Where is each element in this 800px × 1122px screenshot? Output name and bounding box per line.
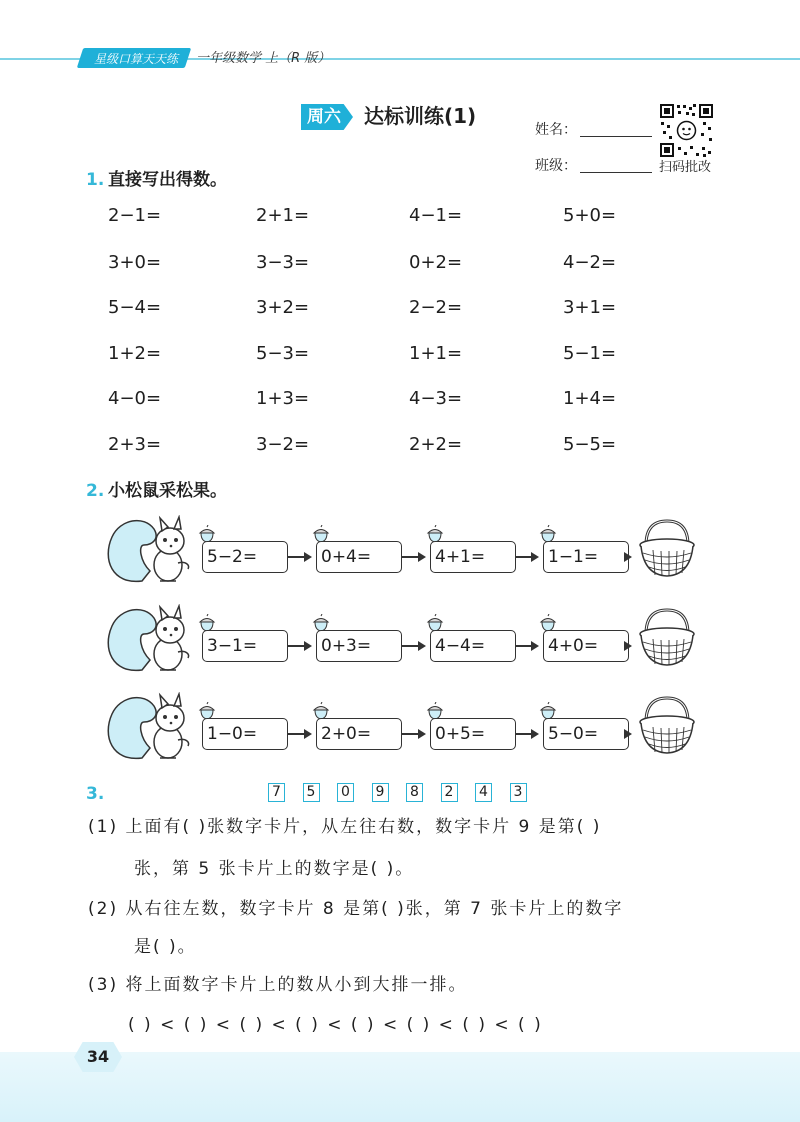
arrow-line [402,645,419,647]
calc-item: 5−1= [563,343,617,364]
number-card: 7 [268,783,285,802]
arrow-line [516,733,532,735]
arrow-right-icon [624,729,632,739]
calc-item: 3−2= [256,434,310,455]
acorn-problem-box[interactable]: 5−0= [543,718,629,750]
section1-number: 1. [86,170,105,190]
q2-line1: (2) 从右往左数，数字卡片 8 是第( )张，第 7 张卡片上的数字 [88,899,624,919]
section1-title: 直接写出得数。 [108,170,227,190]
acorn-problem-box[interactable]: 2+0= [316,718,402,750]
arrow-right-icon [304,552,312,562]
calc-item: 3+2= [256,297,310,318]
calc-item: 4−3= [409,388,463,409]
class-field[interactable] [580,172,652,173]
number-card: 8 [406,783,423,802]
number-card: 5 [303,783,320,802]
arrow-right-icon [418,552,426,562]
number-card: 9 [372,783,389,802]
arrow-right-icon [624,641,632,651]
q1-line1: (1) 上面有( )张数字卡片，从左往右数，数字卡片 9 是第( ) [88,817,602,837]
arrow-right-icon [531,552,539,562]
acorn-problem-box[interactable]: 0+3= [316,630,402,662]
arrow-right-icon [531,729,539,739]
arrow-line [516,556,532,558]
number-card: 3 [510,783,527,802]
calc-item: 5+0= [563,205,617,226]
calc-item: 4−2= [563,252,617,273]
book-subtitle: 一年级数学 上（R 版） [196,51,331,66]
q3-line1: (3) 将上面数字卡片上的数从小到大排一排。 [88,975,468,995]
calc-item: 0+2= [409,252,463,273]
number-card: 4 [475,783,492,802]
acorn-problem-box[interactable]: 3−1= [202,630,288,662]
arrow-right-icon [418,729,426,739]
series-title: 星级口算天天练 [93,52,178,66]
section2-number: 2. [86,481,105,501]
calc-item: 5−4= [108,297,162,318]
calc-item: 2+2= [409,434,463,455]
basket-icon [638,519,696,579]
basket-icon [638,696,696,756]
calc-item: 2+1= [256,205,310,226]
squirrel-icon [104,692,196,764]
number-card: 0 [337,783,354,802]
squirrel-icon [104,515,196,587]
arrow-line [516,645,532,647]
page-number: 34 [86,1047,110,1066]
calc-item: 4−1= [409,205,463,226]
basket-icon [638,608,696,668]
day-label: 周六 [307,107,341,127]
scan-label: 扫码批改 [659,160,712,175]
arrow-right-icon [304,729,312,739]
acorn-problem-box[interactable]: 0+4= [316,541,402,573]
calc-item: 1+3= [256,388,310,409]
calc-item: 2−2= [409,297,463,318]
arrow-line [402,733,419,735]
q1-line2: 张，第 5 张卡片上的数字是( )。 [134,859,415,879]
calc-item: 1+1= [409,343,463,364]
calc-item: 1+2= [108,343,162,364]
acorn-problem-box[interactable]: 0+5= [430,718,516,750]
squirrel-icon [104,604,196,676]
arrow-right-icon [418,641,426,651]
arrow-right-icon [304,641,312,651]
calc-item: 3+0= [108,252,162,273]
arrow-right-icon [624,552,632,562]
acorn-problem-box[interactable]: 1−1= [543,541,629,573]
section2-title: 小松鼠采松果。 [108,481,227,501]
acorn-problem-box[interactable]: 4−4= [430,630,516,662]
calc-item: 2−1= [108,205,162,226]
class-label: 班级： [535,158,577,174]
arrow-line [402,556,419,558]
arrow-right-icon [531,641,539,651]
name-field[interactable] [580,136,652,137]
page-title: 达标训练(1) [364,104,477,128]
name-label: 姓名： [535,122,577,138]
calc-item: 4−0= [108,388,162,409]
qr-code-icon[interactable] [659,103,714,158]
number-card: 2 [441,783,458,802]
calc-item: 5−3= [256,343,310,364]
acorn-problem-box[interactable]: 1−0= [202,718,288,750]
arrow-line [288,733,305,735]
calc-item: 2+3= [108,434,162,455]
acorn-problem-box[interactable]: 4+0= [543,630,629,662]
order-answer-row[interactable]: ( ) < ( ) < ( ) < ( ) < ( ) < ( ) < ( ) < ( ) [128,1015,542,1035]
calc-item: 3+1= [563,297,617,318]
calc-item: 5−5= [563,434,617,455]
acorn-problem-box[interactable]: 5−2= [202,541,288,573]
calc-item: 3−3= [256,252,310,273]
arrow-line [288,645,305,647]
arrow-line [288,556,305,558]
calc-item: 1+4= [563,388,617,409]
acorn-problem-box[interactable]: 4+1= [430,541,516,573]
q2-line2: 是( )。 [134,937,197,957]
section3-number: 3. [86,784,105,804]
